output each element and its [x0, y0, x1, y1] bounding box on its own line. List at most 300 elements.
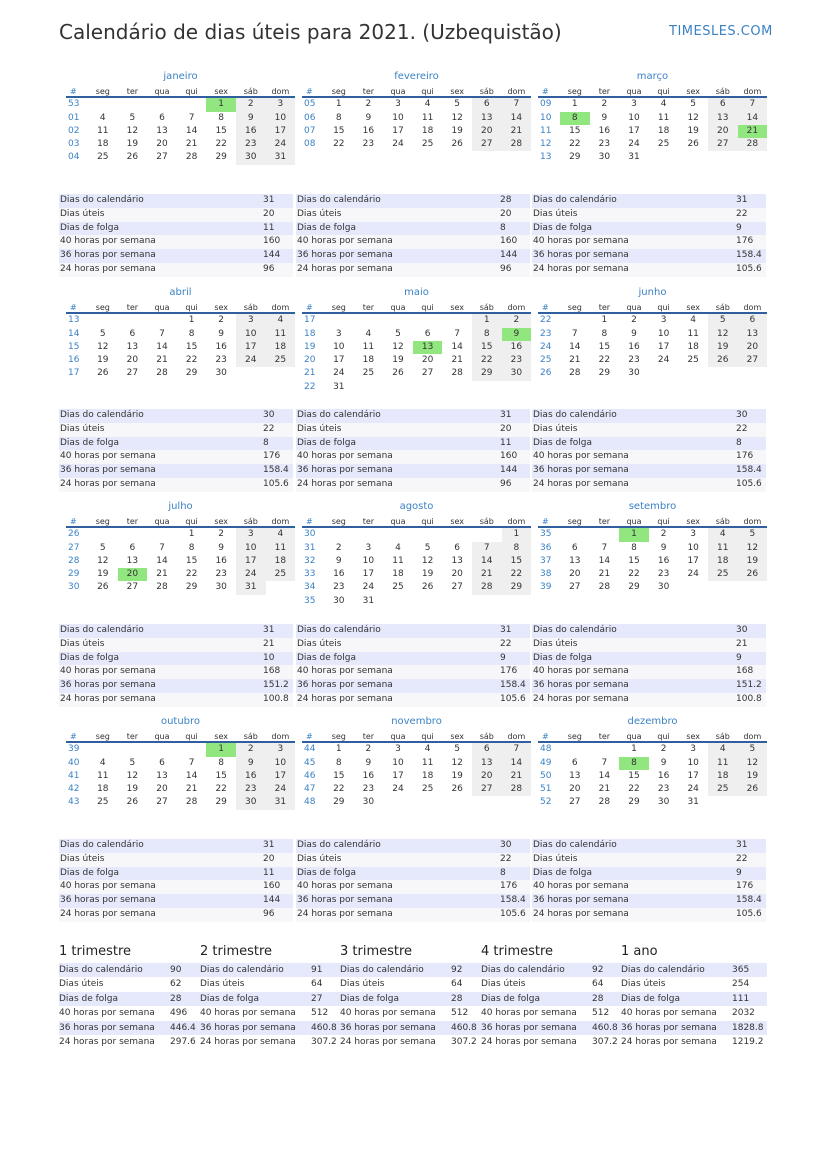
stat-value: 31 — [263, 840, 275, 850]
holiday-day: 1 — [206, 98, 236, 111]
day-cell: 4 — [660, 99, 667, 110]
day-cell: 11 — [97, 125, 109, 136]
summary-value: 365 — [732, 965, 750, 975]
stat-row — [59, 249, 293, 263]
week-number: 38 — [540, 569, 552, 580]
week-number-header: # — [302, 85, 324, 98]
stat-row — [59, 222, 293, 236]
stat-row — [296, 908, 530, 922]
weekday-header: sex — [678, 301, 708, 314]
day-cell: 4 — [424, 744, 431, 755]
day-cell: 21 — [502, 125, 532, 138]
day-cell: 10 — [236, 328, 266, 341]
weekday-header: dom — [738, 730, 768, 743]
day-cell: 11 — [421, 112, 434, 123]
day-cell: 29 — [569, 152, 581, 163]
day-cell: 5 — [738, 528, 768, 541]
month-grid — [302, 85, 531, 151]
summary-title: 2 trimestre — [200, 944, 273, 959]
day-cell: 30 — [598, 152, 611, 163]
day-cell — [708, 151, 738, 164]
day-cell: 16 — [598, 125, 611, 136]
stat-value: 144 — [500, 465, 518, 476]
day-cell: 14 — [451, 341, 463, 352]
stat-row — [532, 208, 766, 222]
day-cell: 18 — [392, 569, 404, 580]
stat-value: 105.6 — [736, 908, 762, 919]
week-number: 16 — [68, 355, 80, 366]
stat-label: Dias do calendário — [60, 840, 144, 850]
day-cell: 4 — [99, 112, 106, 123]
summary-label: Dias do calendário — [340, 965, 424, 975]
day-cell — [324, 528, 354, 541]
summary-value: 1828.8 — [732, 1022, 764, 1033]
stat-value: 96 — [500, 478, 512, 489]
day-cell: 29 — [215, 797, 227, 808]
stat-row — [296, 867, 530, 881]
day-cell: 8 — [188, 328, 195, 339]
stat-label: 24 horas por semana — [297, 263, 393, 274]
day-cell: 21 — [156, 569, 168, 580]
stat-label: 36 horas por semana — [60, 250, 156, 261]
stat-label: Dias úteis — [60, 423, 105, 434]
stat-row — [296, 880, 530, 894]
day-cell: 9 — [236, 112, 266, 125]
day-cell: 22 — [472, 354, 502, 367]
stat-row — [296, 437, 530, 451]
summary-label: Dias úteis — [621, 979, 666, 990]
day-cell: 15 — [628, 770, 640, 781]
holiday-day: 1 — [619, 528, 649, 541]
week-number: 17 — [304, 315, 316, 326]
day-cell: 25 — [266, 354, 296, 367]
day-cell: 22 — [333, 139, 345, 150]
day-cell: 19 — [97, 355, 109, 366]
day-cell — [118, 98, 148, 111]
stat-row — [532, 839, 766, 853]
day-cell: 10 — [266, 112, 296, 125]
day-cell: 7 — [571, 328, 578, 339]
stat-value: 11 — [500, 437, 512, 448]
week-number: 48 — [540, 744, 552, 755]
stat-label: 24 horas por semana — [60, 693, 156, 704]
stat-row — [59, 908, 293, 922]
stat-value: 20 — [263, 208, 275, 219]
day-cell: 21 — [502, 770, 532, 783]
stat-label: 24 horas por semana — [533, 263, 629, 274]
day-cell: 23 — [502, 354, 532, 367]
day-cell: 27 — [126, 368, 139, 379]
day-cell: 26 — [738, 568, 768, 581]
stat-label: 36 horas por semana — [60, 680, 156, 691]
day-cell: 18 — [266, 341, 296, 354]
week-number-header: # — [66, 515, 88, 528]
day-cell: 3 — [236, 314, 266, 327]
day-cell — [649, 367, 679, 380]
weekday-header: dom — [738, 301, 768, 314]
stat-label: 40 horas por semana — [60, 451, 156, 462]
day-cell: 1 — [631, 744, 637, 755]
month-stats-fevereiro — [296, 194, 530, 277]
day-cell: 20 — [156, 784, 168, 795]
day-cell: 30 — [657, 797, 670, 808]
week-number: 53 — [68, 99, 80, 110]
stat-value: 30 — [736, 410, 748, 420]
weekday-header: qua — [147, 730, 177, 743]
month-title: maio — [404, 287, 429, 298]
weekday-header: sáb — [472, 730, 502, 743]
stat-value: 105.6 — [500, 908, 526, 919]
brand-link[interactable]: TIMESLES.COM — [669, 24, 773, 39]
day-cell: 9 — [631, 328, 637, 339]
stat-value: 22 — [500, 853, 512, 864]
stat-label: 40 horas por semana — [60, 236, 156, 247]
month-setembro — [538, 501, 767, 595]
day-cell — [472, 796, 502, 809]
weekday-header: sex — [206, 85, 236, 98]
day-cell: 22 — [333, 784, 345, 795]
day-cell: 15 — [185, 555, 198, 566]
week-number: 48 — [304, 797, 316, 808]
day-cell: 16 — [502, 341, 532, 354]
day-cell: 15 — [569, 125, 581, 136]
stat-label: Dias úteis — [60, 208, 105, 219]
day-cell: 7 — [601, 757, 608, 768]
weekday-header: qua — [619, 730, 649, 743]
day-cell: 4 — [424, 99, 431, 110]
day-cell: 17 — [687, 555, 699, 566]
stat-label: 40 horas por semana — [297, 881, 393, 892]
day-cell: 24 — [628, 139, 640, 150]
stat-row — [59, 409, 293, 423]
day-cell: 2 — [236, 98, 266, 111]
day-cell: 10 — [687, 757, 699, 768]
day-cell: 7 — [159, 328, 165, 339]
month-title: abril — [169, 287, 192, 298]
stat-value: 9 — [736, 222, 742, 233]
summary-label: Dias de folga — [200, 993, 260, 1004]
week-number-header: # — [66, 85, 88, 98]
stat-value: 8 — [736, 437, 742, 448]
day-cell: 8 — [218, 757, 225, 768]
summary-label: 24 horas por semana — [481, 1037, 577, 1047]
stat-label: Dias do calendário — [533, 840, 617, 850]
day-cell — [147, 743, 177, 756]
stat-value: 31 — [500, 410, 512, 420]
week-number: 45 — [304, 757, 316, 768]
day-cell: 23 — [215, 355, 227, 366]
stat-row — [296, 235, 530, 249]
weekday-header: dom — [502, 301, 532, 314]
day-cell: 10 — [236, 542, 266, 555]
day-cell: 18 — [687, 341, 699, 352]
day-cell: 20 — [472, 125, 502, 138]
summary-value: 297.6 — [170, 1037, 196, 1047]
month-novembro — [302, 716, 531, 810]
day-cell: 22 — [185, 355, 198, 366]
summary-value: 512 — [592, 1008, 610, 1019]
month-grid — [302, 730, 531, 810]
day-cell: 12 — [392, 341, 404, 352]
stat-value: 158.4 — [500, 680, 526, 691]
summary-label: 36 horas por semana — [59, 1022, 155, 1033]
summary-label: Dias de folga — [621, 993, 681, 1004]
day-cell: 22 — [215, 139, 227, 150]
day-cell — [708, 796, 738, 809]
day-cell: 30 — [236, 796, 266, 809]
stat-value: 176 — [736, 881, 754, 892]
day-cell: 28 — [738, 138, 768, 151]
day-cell: 28 — [185, 797, 198, 808]
day-cell: 21 — [185, 784, 198, 795]
weekday-header: qui — [177, 730, 207, 743]
day-cell — [383, 528, 413, 541]
weekday-header: qui — [177, 515, 207, 528]
day-cell: 6 — [738, 314, 768, 327]
summary-value: 28 — [170, 993, 182, 1004]
day-cell: 2 — [335, 542, 342, 553]
day-cell: 8 — [335, 757, 342, 768]
day-cell — [502, 595, 532, 608]
day-cell: 4 — [365, 328, 372, 339]
day-cell: 26 — [392, 368, 404, 379]
day-cell: 14 — [598, 770, 611, 781]
stat-value: 158.4 — [263, 465, 289, 476]
stat-value: 22 — [736, 853, 748, 864]
day-cell: 17 — [628, 125, 640, 136]
day-cell — [324, 314, 354, 327]
day-cell: 9 — [218, 328, 225, 339]
stat-row — [296, 624, 530, 638]
weekday-header: qua — [383, 730, 413, 743]
day-cell: 5 — [129, 112, 136, 123]
summary-value: 446.4 — [170, 1022, 196, 1033]
day-cell: 27 — [472, 783, 502, 796]
stat-value: 176 — [500, 666, 518, 677]
day-cell: 17 — [392, 125, 404, 136]
day-cell — [236, 367, 266, 380]
stat-label: 24 horas por semana — [60, 908, 156, 919]
stat-row — [59, 638, 293, 652]
weekday-header: dom — [502, 85, 532, 98]
day-cell: 14 — [156, 555, 168, 566]
day-cell: 6 — [472, 743, 502, 756]
week-number: 26 — [540, 368, 552, 379]
day-cell — [118, 528, 148, 541]
stat-label: 40 horas por semana — [533, 236, 629, 247]
day-cell — [383, 595, 413, 608]
day-cell: 22 — [215, 784, 227, 795]
stat-value: 8 — [500, 867, 506, 878]
day-cell: 27 — [472, 138, 502, 151]
summary-label: Dias do calendário — [621, 965, 705, 975]
day-cell: 18 — [266, 555, 296, 568]
summary-label: 36 horas por semana — [340, 1022, 436, 1033]
day-cell: 6 — [571, 757, 578, 768]
day-cell — [118, 743, 148, 756]
day-cell: 15 — [472, 341, 502, 354]
day-cell — [678, 581, 708, 594]
day-cell: 5 — [424, 542, 431, 553]
stat-label: Dias do calendário — [60, 625, 144, 635]
month-stats-julho — [59, 624, 293, 707]
week-number: 46 — [304, 770, 316, 781]
day-cell: 17 — [657, 341, 670, 352]
day-cell: 15 — [628, 555, 640, 566]
day-cell: 27 — [738, 354, 768, 367]
stat-value: 105.6 — [500, 693, 526, 704]
stat-value: 22 — [736, 423, 748, 434]
day-cell: 24 — [236, 568, 266, 581]
weekday-header: qui — [177, 85, 207, 98]
day-cell: 3 — [631, 99, 637, 110]
weekday-header: sáb — [708, 730, 738, 743]
day-cell: 18 — [708, 770, 738, 783]
day-cell: 17 — [236, 555, 266, 568]
stat-value: 100.8 — [736, 693, 762, 704]
weekday-header: sáb — [236, 85, 266, 98]
week-number: 18 — [304, 328, 316, 339]
weekday-header: dom — [502, 515, 532, 528]
weekday-header: qua — [619, 85, 649, 98]
week-number: 23 — [540, 328, 552, 339]
summary-value: 62 — [170, 979, 182, 990]
day-cell: 15 — [598, 341, 611, 352]
day-cell: 27 — [156, 152, 168, 163]
day-cell: 4 — [690, 315, 697, 326]
week-number: 31 — [304, 542, 316, 553]
stat-value: 176 — [736, 236, 754, 247]
weekday-header: qua — [147, 85, 177, 98]
day-cell: 4 — [395, 542, 401, 553]
summary-label: Dias de folga — [481, 993, 541, 1004]
day-cell: 24 — [392, 784, 404, 795]
day-cell: 12 — [421, 555, 434, 566]
day-cell: 26 — [97, 368, 109, 379]
summary-value: 64 — [311, 979, 323, 990]
day-cell — [590, 528, 620, 541]
day-cell: 28 — [472, 581, 502, 594]
day-cell: 16 — [333, 569, 345, 580]
stat-label: Dias de folga — [60, 867, 120, 878]
stat-row — [296, 679, 530, 693]
day-cell: 27 — [569, 582, 581, 593]
summary-value: 28 — [592, 993, 604, 1004]
week-number: 30 — [304, 529, 316, 540]
weekday-header: sáb — [236, 301, 266, 314]
week-number: 01 — [68, 112, 80, 123]
day-cell: 19 — [687, 125, 699, 136]
stat-row — [59, 208, 293, 222]
summary-label: 40 horas por semana — [59, 1008, 155, 1019]
stat-value: 20 — [500, 208, 512, 219]
day-cell: 10 — [362, 555, 375, 566]
day-cell: 12 — [738, 542, 768, 555]
day-cell: 25 — [97, 152, 109, 163]
day-cell: 14 — [185, 125, 198, 136]
summary-value: 512 — [451, 1008, 469, 1019]
day-cell: 7 — [502, 98, 532, 111]
summary-label: 24 horas por semana — [200, 1037, 296, 1047]
stat-label: 36 horas por semana — [533, 250, 629, 261]
weekday-header: seg — [88, 515, 118, 528]
day-cell: 11 — [421, 757, 434, 768]
day-cell: 7 — [159, 542, 165, 553]
stat-value: 21 — [736, 638, 748, 649]
day-cell: 12 — [126, 770, 139, 781]
day-cell: 3 — [266, 98, 296, 111]
day-cell: 19 — [708, 341, 738, 354]
month-janeiro — [66, 71, 295, 165]
day-cell: 9 — [335, 555, 342, 566]
day-cell: 24 — [687, 569, 699, 580]
stat-label: Dias de folga — [60, 652, 120, 663]
day-cell — [88, 98, 118, 111]
week-number: 22 — [304, 381, 316, 392]
day-cell: 16 — [362, 125, 375, 136]
day-cell: 2 — [502, 314, 532, 327]
week-number-header: # — [302, 301, 324, 314]
day-cell: 22 — [628, 784, 640, 795]
day-cell: 29 — [502, 581, 532, 594]
weekday-header: sáb — [708, 301, 738, 314]
day-cell: 2 — [601, 99, 608, 110]
stat-value: 144 — [500, 250, 518, 261]
summary-label: Dias de folga — [59, 993, 119, 1004]
week-number: 28 — [68, 555, 80, 566]
summary-label: Dias do calendário — [200, 965, 284, 975]
month-julho — [66, 501, 295, 595]
summary-label: 40 horas por semana — [621, 1008, 717, 1019]
day-cell: 20 — [708, 125, 738, 138]
stat-value: 8 — [500, 222, 506, 233]
week-number: 37 — [540, 555, 552, 566]
day-cell: 2 — [660, 529, 667, 540]
summary-label: 40 horas por semana — [340, 1008, 436, 1019]
month-title: outubro — [160, 716, 201, 727]
weekday-header: sex — [678, 730, 708, 743]
stat-value: 20 — [500, 423, 512, 434]
day-cell: 6 — [129, 542, 136, 553]
day-cell: 26 — [738, 783, 768, 796]
day-cell: 28 — [598, 797, 611, 808]
stat-row — [59, 693, 293, 707]
day-cell: 24 — [266, 783, 296, 796]
day-cell: 3 — [365, 542, 372, 553]
day-cell: 17 — [333, 355, 345, 366]
day-cell: 23 — [215, 569, 227, 580]
day-cell: 19 — [97, 569, 109, 580]
week-number: 52 — [540, 797, 552, 808]
day-cell: 30 — [215, 368, 227, 379]
week-number: 07 — [304, 125, 316, 136]
day-cell — [502, 796, 532, 809]
week-number: 22 — [540, 315, 552, 326]
stat-label: Dias úteis — [533, 423, 578, 434]
day-cell — [266, 581, 296, 594]
stat-row — [296, 839, 530, 853]
day-cell: 23 — [333, 582, 345, 593]
day-cell: 20 — [472, 770, 502, 783]
week-number: 36 — [540, 542, 552, 553]
weekday-header: seg — [88, 730, 118, 743]
day-cell — [266, 367, 296, 380]
day-cell: 14 — [156, 341, 168, 352]
week-number: 51 — [540, 784, 552, 795]
day-cell: 26 — [126, 797, 139, 808]
month-title: setembro — [628, 501, 677, 512]
week-number: 12 — [540, 139, 552, 150]
